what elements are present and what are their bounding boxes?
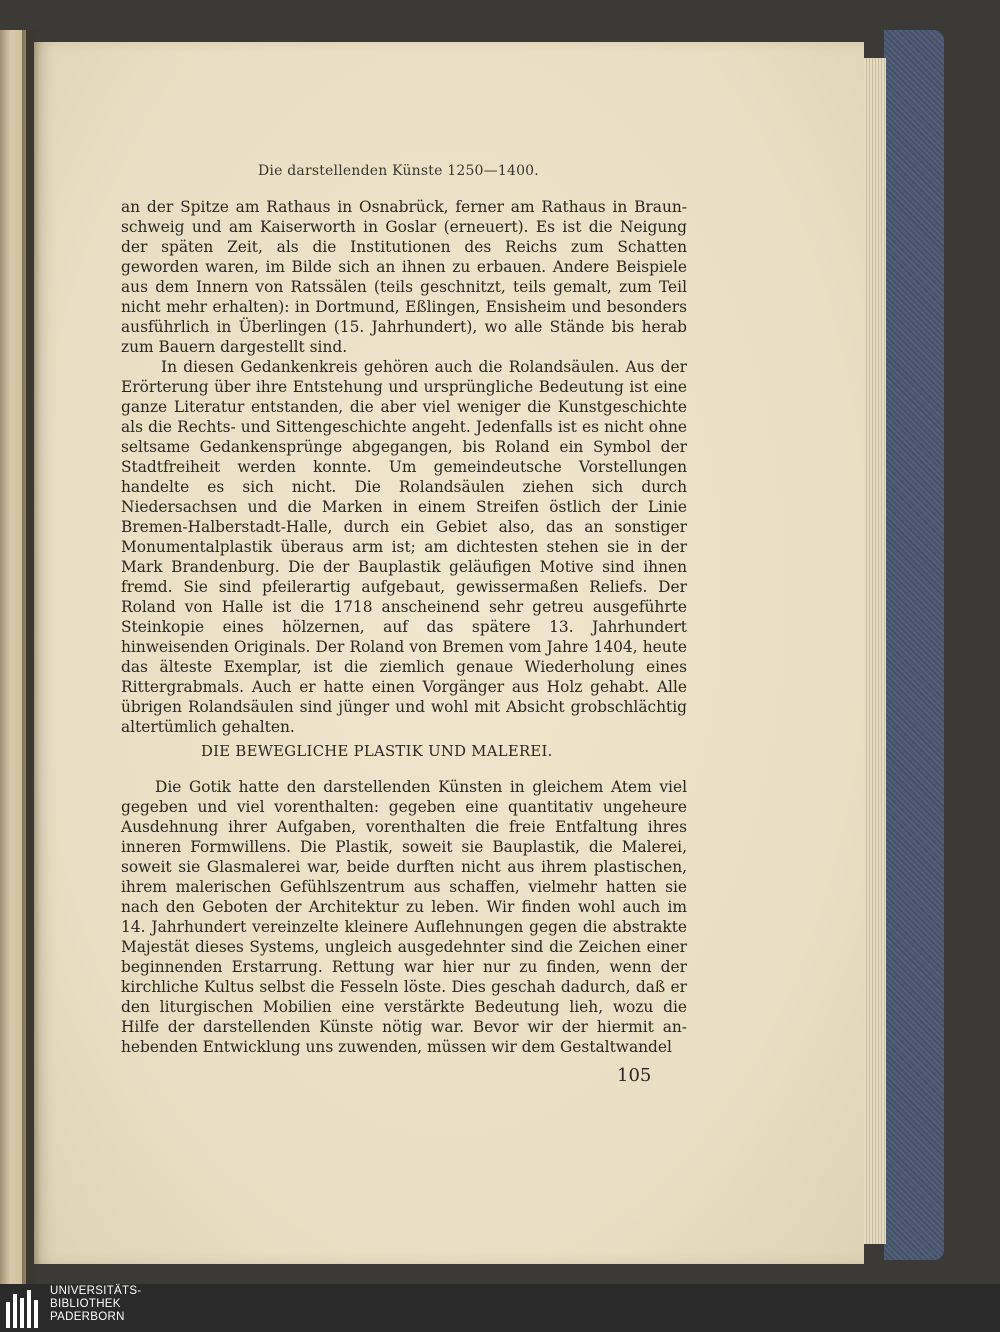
paragraph: In diesen Gedankenkreis gehören auch die Rolandsäulen. Aus der Erörterung über ihre Entstehung und ursprüngliche Bedeutung ist eine ganze Literatur entstanden, die aber viel weniger die Kunstgeschichte als die Rechts- und Sittengeschichte angeht. Jedenfalls ist es nicht ohne seltsame Gedankensprünge abgegangen, bis Roland ein Symbol der Stadtfreiheit werden konnte. Um gemeindeutsche Vorstellungen handelte es sich nicht. Die Rolandsäulen ziehen sich durch Niedersachsen und die Marken in einem Streifen östlich der Linie Bremen-Halberstadt-Halle, durch ein Gebiet also, das an sonstiger Monumentalplastik überaus arm ist; am dichtesten stehen sie in der Mark Brandenburg. Die der Bauplastik geläufigen Motive sind ihnen fremd. Sie sind pfeilerartig aufgebaut, gewissermaßen Reliefs. Der Roland von Halle ist die 1718 anscheinend sehr getreu ausgeführte Steinkopie eines hölzernen, auf das spätere 13. Jahrhundert hinweisenden Originals. Der Roland von Bremen vom Jahre 1404, heute das älteste Exemplar, ist die ziemlich genaue Wiederholung eines Rittergrabmals. Auch er hatte einen Vorgänger aus Holz gehabt. Alle übrigen Rolandsäulen sind jünger und wohl mit Absicht grobschlächtig altertümlich gehalten. (121, 358, 687, 736)
gutter-shadow (22, 30, 40, 1284)
paragraph: an der Spitze am Rathaus in Osnabrück, ferner am Rathaus in Braunschweig und am Kaiserworth in Goslar (erneuert). Es ist die Neigung der späten Zeit, als die Institutionen des Reichs zum Schatten geworden waren, im Bilde sich an ihnen zu erbauen. Andere Beispiele aus dem Innern von Ratssälen (teils geschnitzt, teils gemalt, zum Teil nicht mehr erhalten): in Dortmund, Eßlingen, Ensisheim und besonders ausführlich in Überlingen (15. Jahrhundert), wo alle Stände bis herab zum Bauern dargestellt sind. (121, 198, 687, 356)
section-heading: DIE BEWEGLICHE PLASTIK UND MALEREI. (201, 743, 553, 760)
library-name (50, 1285, 141, 1324)
paragraph: Die Gotik hatte den darstellenden Künsten in gleichem Atem viel gegeben und viel vorenthalten: gegeben eine quantitativ ungeheure Ausdehnung ihrer Aufgaben, vorenthalten die freie Entfaltung ihres inneren Formwillens. Die Plastik, soweit sie Bauplastik, die Malerei, soweit sie Glasmalerei war, beide durften nicht aus ihrem plastischen, ihrem malerischen Gefühlszentrum aus schaffen, vielmehr hatten sie nach den Geboten der Architektur zu leben. Wir finden wohl auch im 14. Jahrhundert vereinzelte kleinere Auflehnungen gegen die abstrakte Majestät dieses Systems, ungleich ausgedehnter sind die Zeichen einer beginnenden Erstarrung. Rettung war hier nur zu finden, wenn der kirchliche Kultus selbst die Fesseln löste. Dies geschah dadurch, daß er den liturgischen Mobilien eine verstärkte Bedeutung lieh, wozu die Hilfe der darstellenden Künste nötig war. Bevor wir der hiermit anhebenden Entwicklung uns zuwenden, müssen wir dem Gestaltwandel (121, 778, 687, 1056)
book-page (34, 42, 864, 1264)
library-name-line: BIBLIOTHEK (50, 1298, 121, 1310)
running-head: Die darstellenden Künste 1250—1400. (258, 163, 539, 179)
library-name-line: PADERBORN (50, 1311, 125, 1323)
page-number: 105 (617, 1065, 652, 1086)
book-cover (884, 30, 944, 1260)
library-logo-icon (6, 1288, 46, 1328)
library-footer (0, 1284, 1000, 1332)
library-name-line: UNIVERSITÄTS- (50, 1285, 142, 1297)
